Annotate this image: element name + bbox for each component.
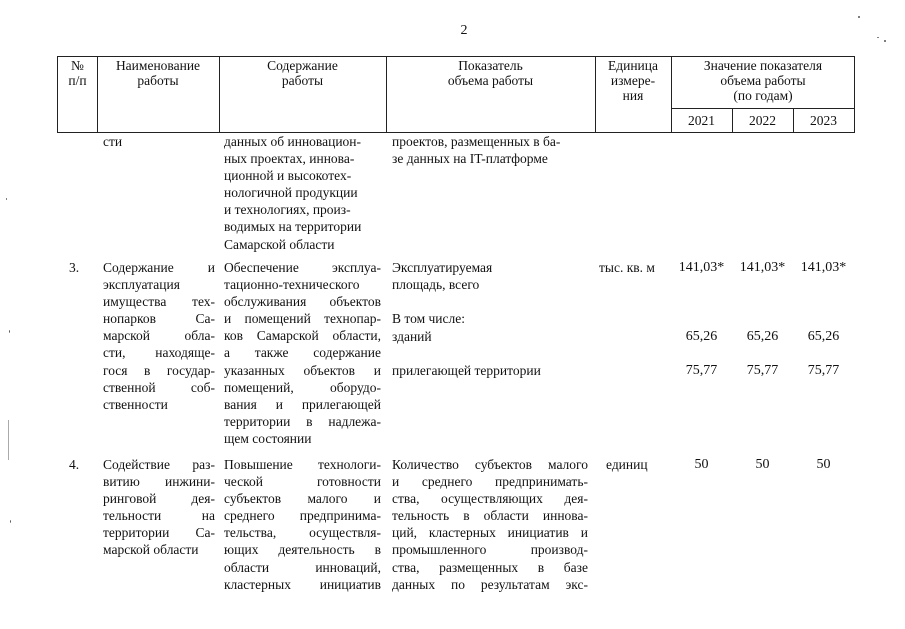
row-4-name: Содействие раз- витию инжини- ринговой дея- тельности на территории Са- марской области	[103, 457, 215, 558]
row-3-name: Содержание и эксплуатация имущества тех- нопарков Са- марской обла- сти, находяще- гося в государ- ственной соб- ственности	[103, 260, 215, 412]
row-3-content: Обеспечение эксплуа- тационно-технического обслуживания объектов и помещений технопар- ков Самарской области, а также содержание указанных объектов и помещений, оборудо- вания и прилегающей территории в надлежа- щем состоянии	[224, 260, 381, 446]
row-3-indicator-territory: прилегающей территории	[392, 363, 541, 378]
row-cont-content: данных об инновацион- ных проектах, иннова- ционной и высокотех- нологичной продукции и технологиях, произ- водимых на территории Самарской области	[224, 134, 362, 252]
row-3-total-2022: 141,03*	[739, 260, 786, 275]
row-4-content: Повышение технологи- ческой готовности субъектов малого и среднего предпринима- тельства, осуществля- ющих деятельность в области инноваций, кластерных инициатив	[224, 457, 381, 592]
page-number: 2	[460, 23, 468, 38]
row-cont-name: сти	[103, 134, 123, 149]
row-3-unit: тыс. кв. м	[599, 260, 655, 275]
row-cont-indicator: проектов, размещенных в ба- зе данных на IT-платформе	[392, 134, 561, 167]
row-3-num: 3.	[69, 260, 80, 275]
row-4-value-2023: 50	[816, 457, 831, 472]
row-4-unit: единиц	[606, 457, 648, 472]
row-4-value-2022: 50	[755, 457, 770, 472]
row-3-indicator-buildings: зданий	[392, 329, 432, 344]
header-year-2023: 2023	[810, 113, 837, 128]
header-year-2022: 2022	[749, 113, 776, 128]
row-3-indicator-total: Эксплуатируемая площадь, всего	[392, 260, 493, 293]
header-value: Значение показателя объема работы (по годам)	[703, 58, 823, 103]
header-year-2021: 2021	[688, 113, 715, 128]
header-unit: Единица измере- ния	[607, 58, 658, 103]
row-3-total-2023: 141,03*	[800, 260, 847, 275]
row-3-total-2021: 141,03*	[678, 260, 725, 275]
row-3-territory-2023: 75,77	[807, 363, 840, 378]
header-name: Наименование работы	[115, 58, 201, 88]
row-4-indicator: Количество субъектов малого и среднего предпринимать- ства, осуществляющих дея- тельность в области иннова- ций, кластерных инициатив и промышленного производ- ства, размещенных в базе данных по результатам экс-	[392, 457, 588, 592]
row-3-buildings-2022: 65,26	[746, 329, 779, 344]
row-4-num: 4.	[69, 457, 80, 472]
row-3-buildings-2021: 65,26	[685, 329, 718, 344]
row-4-value-2021: 50	[694, 457, 709, 472]
header-content: Содержание работы	[267, 58, 338, 88]
header-indicator: Показатель объема работы	[447, 58, 534, 88]
header-num: № п/п	[68, 58, 87, 88]
row-3-territory-2022: 75,77	[746, 363, 779, 378]
row-3-buildings-2023: 65,26	[807, 329, 840, 344]
row-3-territory-2021: 75,77	[685, 363, 718, 378]
row-3-indicator-sub: В том числе:	[392, 311, 465, 326]
